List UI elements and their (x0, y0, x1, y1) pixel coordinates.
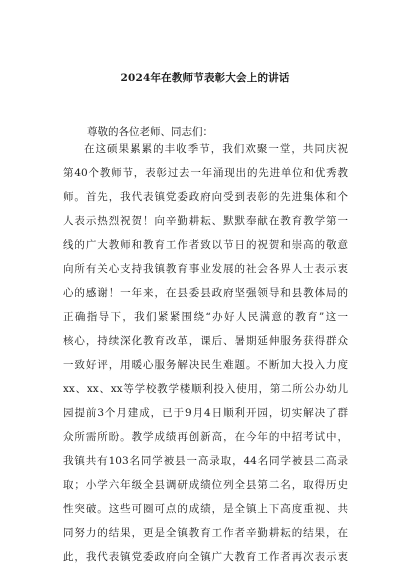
body-text (63, 137, 348, 569)
body-line: xx、xx、xx等学校教学楼顺利投入使用，第二所公办幼儿 (63, 383, 348, 395)
body-line: 师。首先，我代表镇党委政府向受到表彰的先进集体和个 (63, 191, 348, 203)
body-line: 性突破。这些可圈可点的成绩，是全镇上下高度重视、共 (63, 503, 348, 515)
body-line: 线的广大教师和教育工作者致以节日的祝贺和崇高的敬意 (63, 239, 348, 251)
document-title: 2024年在教师节表彰大会上的讲话 (120, 72, 290, 84)
body-line: 在这硕果累累的丰收季节，我们欢聚一堂，共同庆祝 (84, 143, 348, 155)
body-line: 此，我代表镇党委政府向全镇广大教育工作者再次表示衷 (63, 551, 348, 563)
body-line: 我镇共有103名同学被县一高录取，44名同学被县二高录 (63, 455, 348, 467)
body-line: 人表示热烈祝贺！向辛勤耕耘、默默奉献在教育教学第一 (63, 215, 348, 227)
body-line: 取；小学六年级全县调研成绩位列全县第二名，取得历史 (63, 479, 348, 491)
body-line: 核心，持续深化教育改革，课后、暑期延伸服务获得群众 (63, 335, 348, 347)
body-line: 心的感谢！一年来，在县委县政府坚强领导和县教体局的 (63, 287, 348, 299)
body-line: 一致好评，用暖心服务解决民生难题。不断加大投入力度 (63, 359, 348, 371)
body-line: 向所有关心支持我镇教育事业发展的社会各界人士表示衷 (63, 263, 348, 275)
body-line: 同努力的结果，更是全镇教育工作者辛勤耕耘的结果，在 (63, 527, 348, 539)
body-line: 正确指导下，我们紧紧围绕“办好人民满意的教育”这一 (63, 311, 348, 323)
body-line: 园提前3个月建成，已于9月4日顺利开园，切实解决了群 (63, 407, 348, 419)
body-line: 众所需所盼。教学成绩再创新高，在今年的中招考试中， (63, 431, 348, 443)
body-line: 第40个教师节，表彰过去一年涌现出的先进单位和优秀教 (63, 167, 348, 179)
salutation: 尊敬的各位老师、同志们： (87, 126, 213, 138)
